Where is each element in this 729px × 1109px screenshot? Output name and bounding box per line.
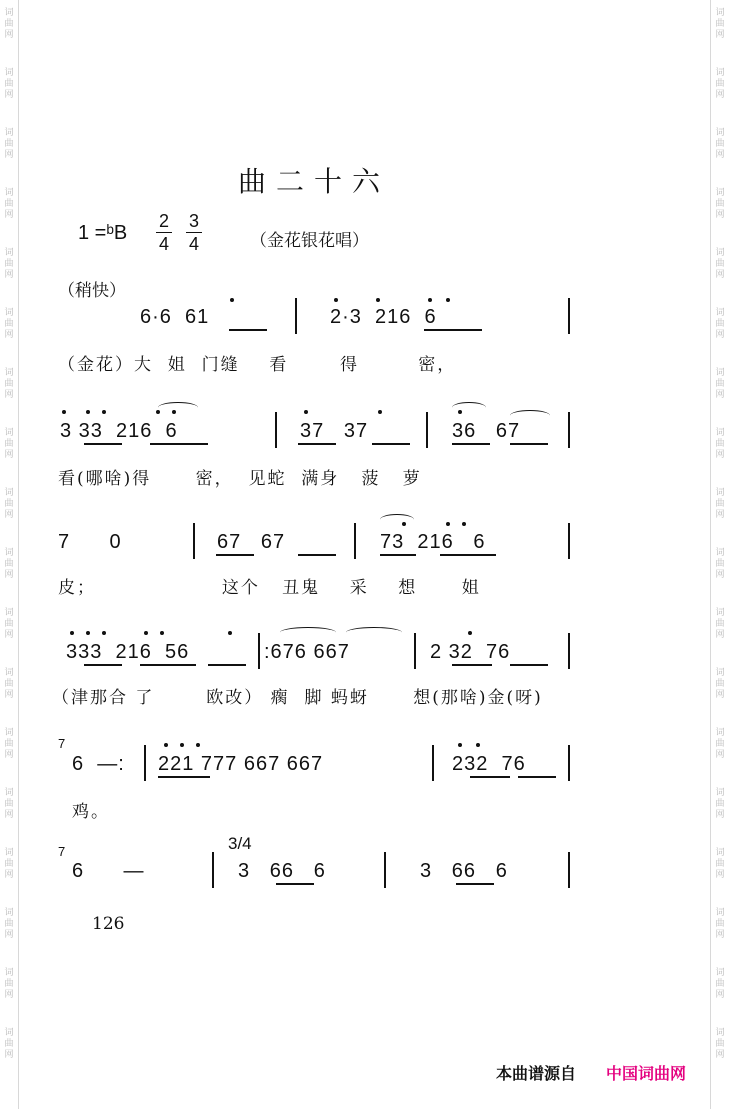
octave-dot	[428, 298, 432, 302]
barline	[414, 633, 416, 669]
rhythm-underline	[510, 443, 548, 445]
slur	[380, 514, 414, 525]
watermark-text: 词 曲 网	[715, 248, 725, 280]
octave-dot	[476, 743, 480, 747]
watermark-text: 词 曲 网	[715, 128, 725, 160]
slur	[346, 627, 402, 638]
barline	[258, 633, 260, 669]
barline	[568, 298, 570, 334]
watermark-text: 词 曲 网	[4, 128, 14, 160]
rhythm-underline	[424, 329, 482, 331]
watermark-text: 词 曲 网	[4, 788, 14, 820]
watermark-text: 词 曲 网	[4, 8, 14, 40]
barline	[426, 412, 428, 448]
slur	[158, 402, 198, 413]
barline	[354, 523, 356, 559]
stave-1-measure-2: 2·3 216 6	[330, 306, 437, 328]
rhythm-underline	[158, 776, 210, 778]
octave-dot	[446, 522, 450, 526]
page-number: 126	[92, 914, 125, 934]
octave-dot	[86, 631, 90, 635]
page-edge-left	[18, 0, 19, 1109]
watermark-text: 词 曲 网	[715, 188, 725, 220]
watermark-text: 词 曲 网	[4, 728, 14, 760]
watermark-text: 词 曲 网	[715, 68, 725, 100]
watermark-text: 词 曲 网	[4, 968, 14, 1000]
stave-3-lyrics: 皮； 这个 丑鬼 采 想 姐	[58, 578, 481, 598]
barline	[212, 852, 214, 888]
time-signature-3-4: $\frac{3}{4}$	[186, 210, 202, 255]
rhythm-underline	[452, 443, 490, 445]
rhythm-underline	[229, 329, 267, 331]
watermark-text: 词 曲 网	[715, 548, 725, 580]
performer-note: （金花银花唱）	[250, 231, 369, 251]
octave-dot	[160, 631, 164, 635]
barline	[295, 298, 297, 334]
barline	[568, 852, 570, 888]
rhythm-underline	[140, 664, 196, 666]
octave-dot	[62, 410, 66, 414]
stave-5-measure-1: 6 —:	[72, 753, 125, 775]
stave-6-measure-1: 6 —	[72, 860, 145, 882]
rhythm-underline	[84, 664, 122, 666]
watermark-sidebar-right	[711, 0, 729, 1109]
stave-3-measure-1: 7 0	[58, 531, 122, 553]
octave-dot	[462, 522, 466, 526]
rhythm-underline	[372, 443, 410, 445]
octave-dot	[180, 743, 184, 747]
octave-dot	[446, 298, 450, 302]
stave-2-measure-1: 3 33 216 6	[60, 420, 178, 442]
stave-1-measure-1: 6·6 61	[140, 306, 223, 328]
score-title: 曲二十六	[238, 165, 391, 198]
stave-4-measure-1: 333 216 56	[66, 641, 190, 663]
rhythm-underline	[298, 443, 336, 445]
octave-dot	[102, 631, 106, 635]
barline	[144, 745, 146, 781]
watermark-text: 词 曲 网	[715, 788, 725, 820]
time-signature-2-4: $\frac{2}{4}$	[156, 210, 172, 255]
stave-2-measure-3: 36 67	[452, 420, 521, 442]
tempo-marking: （稍快）	[58, 281, 126, 301]
rhythm-underline	[208, 664, 246, 666]
stave-3-measure-2: 67 67	[217, 531, 286, 553]
octave-dot	[468, 631, 472, 635]
footer-site-name: 中国词曲网	[606, 1064, 687, 1083]
octave-dot	[102, 410, 106, 414]
barline	[568, 745, 570, 781]
barline	[384, 852, 386, 888]
rhythm-underline	[298, 554, 336, 556]
octave-dot	[228, 631, 232, 635]
octave-dot	[70, 631, 74, 635]
watermark-text: 词 曲 网	[715, 668, 725, 700]
stave-5-measure-3: 232 76	[452, 753, 526, 775]
octave-dot	[304, 410, 308, 414]
barline	[568, 633, 570, 669]
octave-dot	[402, 522, 406, 526]
watermark-text: 词 曲 网	[4, 248, 14, 280]
watermark-text: 词 曲 网	[4, 488, 14, 520]
watermark-text: 词 曲 网	[4, 848, 14, 880]
stave-3-measure-3: 73 216 6	[380, 531, 486, 553]
watermark-text: 词 曲 网	[715, 848, 725, 880]
octave-dot	[196, 743, 200, 747]
watermark-text: 词 曲 网	[4, 548, 14, 580]
octave-dot	[378, 410, 382, 414]
stave-6-measure-2: 3 66 6	[238, 860, 326, 882]
stave-2-measure-2: 37 37	[300, 420, 369, 442]
watermark-text: 词 曲 网	[4, 188, 14, 220]
rhythm-underline	[440, 554, 496, 556]
rhythm-underline	[456, 883, 494, 885]
rhythm-underline	[518, 776, 556, 778]
stave-5-grace-note: 7	[58, 736, 67, 751]
stave-4-measure-3: 2 32 76	[430, 641, 511, 663]
watermark-text: 词 曲 网	[4, 428, 14, 460]
rhythm-underline	[452, 664, 492, 666]
rhythm-underline	[216, 554, 254, 556]
key-signature: 1 =ᵇB	[78, 222, 128, 244]
rhythm-underline	[470, 776, 510, 778]
watermark-sidebar-left	[0, 0, 18, 1109]
rhythm-underline	[276, 883, 314, 885]
stave-1-lyrics: （金花）大 姐 门缝 看 得 密，	[58, 355, 457, 375]
stave-2-lyrics: 看(哪啥)得 密， 见蛇 满身 菠 萝	[58, 469, 422, 489]
watermark-text: 词 曲 网	[715, 308, 725, 340]
watermark-text: 词 曲 网	[4, 608, 14, 640]
rhythm-underline	[84, 443, 122, 445]
octave-dot	[376, 298, 380, 302]
octave-dot	[334, 298, 338, 302]
watermark-text: 词 曲 网	[4, 368, 14, 400]
watermark-text: 词 曲 网	[715, 488, 725, 520]
octave-dot	[230, 298, 234, 302]
stave-4-lyrics: （津那合 了 欧改） 瘸 脚 蚂蚜 想(那啥)金(呀)	[52, 688, 543, 708]
watermark-text: 词 曲 网	[4, 1028, 14, 1060]
octave-dot	[164, 743, 168, 747]
stave-5-measure-2: 221 777 667 667	[158, 753, 324, 775]
barline	[568, 412, 570, 448]
watermark-text: 词 曲 网	[4, 68, 14, 100]
watermark-text: 词 曲 网	[4, 908, 14, 940]
slur	[452, 402, 486, 413]
barline	[568, 523, 570, 559]
barline	[432, 745, 434, 781]
footer-source-label: 本曲谱源自	[496, 1064, 577, 1083]
watermark-text: 词 曲 网	[715, 1028, 725, 1060]
octave-dot	[144, 631, 148, 635]
stave-6-grace-note: 7	[58, 844, 67, 859]
watermark-text: 词 曲 网	[715, 608, 725, 640]
octave-dot	[458, 743, 462, 747]
barline	[193, 523, 195, 559]
stave-5-lyrics: 鸡。	[72, 802, 110, 822]
stave-6-measure-3: 3 66 6	[420, 860, 508, 882]
watermark-text: 词 曲 网	[715, 968, 725, 1000]
barline	[275, 412, 277, 448]
rhythm-underline	[150, 443, 208, 445]
rhythm-underline	[380, 554, 416, 556]
slur	[280, 627, 336, 638]
watermark-text: 词 曲 网	[715, 728, 725, 760]
watermark-text: 词 曲 网	[715, 908, 725, 940]
watermark-text: 词 曲 网	[715, 428, 725, 460]
meter-change-3-4: 3/4	[228, 834, 252, 853]
stave-4-measure-2: :676 667	[264, 641, 350, 663]
slur	[510, 410, 550, 421]
watermark-text: 词 曲 网	[715, 368, 725, 400]
octave-dot	[86, 410, 90, 414]
watermark-text: 词 曲 网	[715, 8, 725, 40]
watermark-text: 词 曲 网	[4, 308, 14, 340]
rhythm-underline	[510, 664, 548, 666]
watermark-text: 词 曲 网	[4, 668, 14, 700]
page-edge-right	[710, 0, 711, 1109]
